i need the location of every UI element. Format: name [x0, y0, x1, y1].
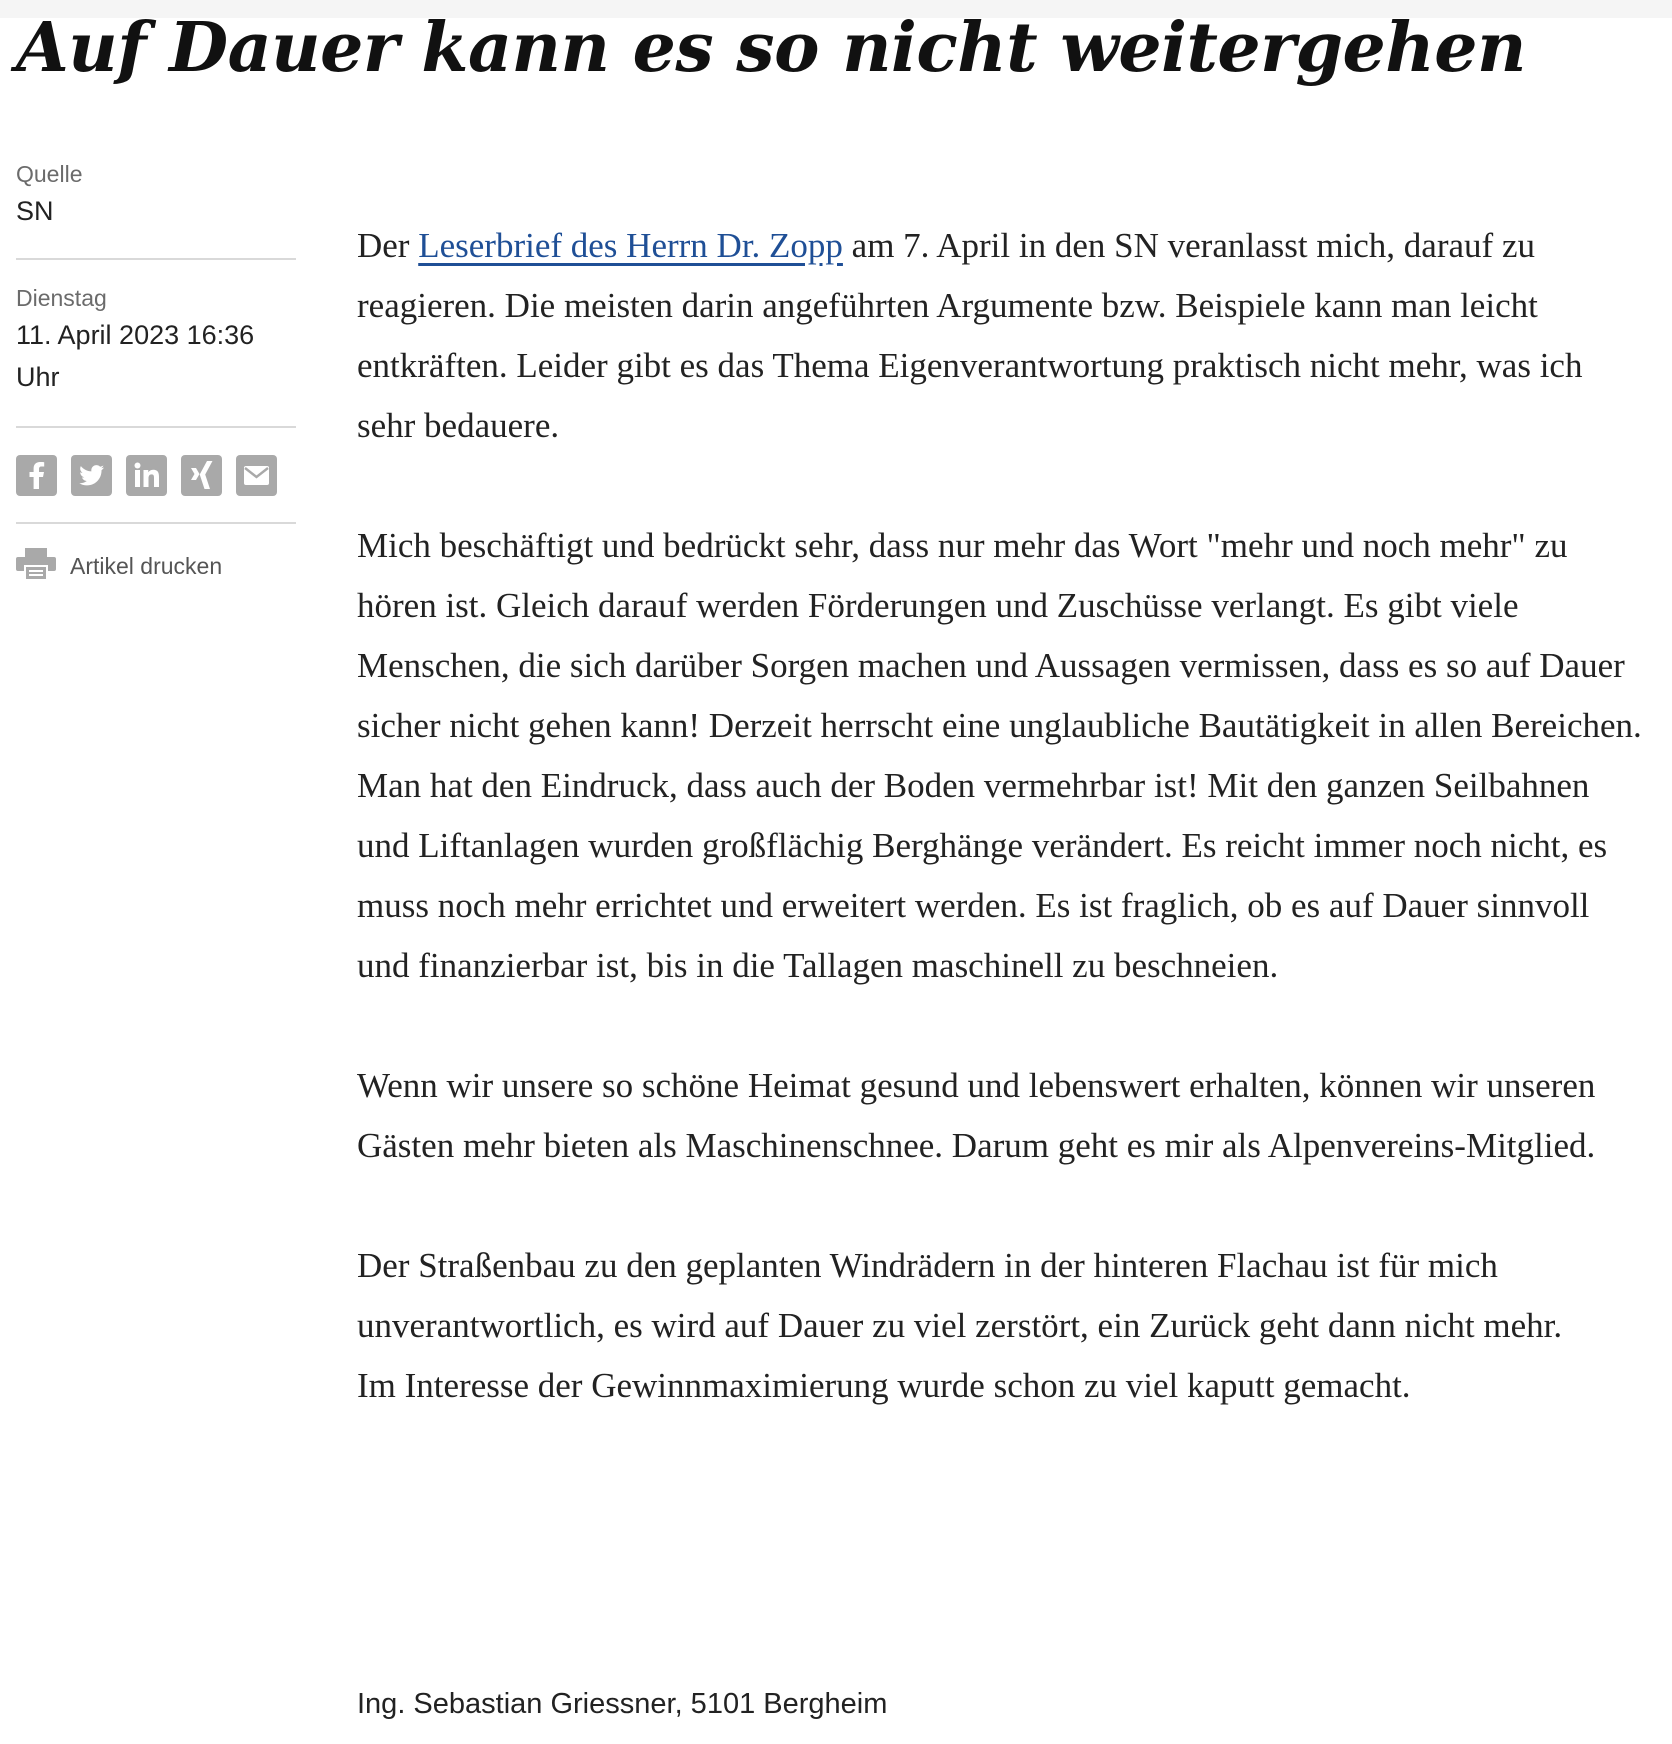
- linkedin-icon[interactable]: [126, 455, 167, 496]
- article-paragraph: Der Straßenbau zu den geplanten Windrädern in der hinteren Flachau ist für mich unverantwortlich, es wird auf Dauer zu viel zerstört, ein Zurück geht dann nicht mehr.: [357, 1246, 1563, 1345]
- date-block: [16, 260, 296, 426]
- facebook-icon[interactable]: [16, 455, 57, 496]
- reader-letter-link[interactable]: Leserbrief des Herrn Dr. Zopp: [418, 226, 843, 265]
- print-article-label: Artikel drucken: [70, 552, 223, 579]
- twitter-icon[interactable]: [71, 455, 112, 496]
- email-icon[interactable]: [236, 455, 277, 496]
- printer-icon: [16, 548, 56, 585]
- article-paragraph: Wenn wir unsere so schöne Heimat gesund und lebenswert erhalten, können wir unseren Gästen mehr bieten als Maschinenschnee. Darum geht es mir als Alpenvereins-Mitglied.: [357, 1066, 1596, 1165]
- article-meta-sidebar: [16, 158, 296, 608]
- source-value: SN: [16, 196, 54, 226]
- date-label: Dienstag: [16, 285, 107, 311]
- article-title: Auf Dauer kann es so nicht weitergehen: [16, 8, 1526, 88]
- share-buttons: [16, 428, 296, 522]
- source-label: Quelle: [16, 161, 83, 187]
- article-paragraph: Im Interesse der Gewinnmaximierung wurde schon zu viel kaputt gemacht.: [357, 1366, 1411, 1405]
- paragraph-text: Der: [357, 226, 419, 265]
- article-body: [357, 216, 1647, 1476]
- source-block: [16, 158, 296, 258]
- print-article-button[interactable]: [16, 524, 296, 608]
- date-value: 11. April 2023 16:36 Uhr: [16, 320, 255, 392]
- paragraph-text: am 7. April in den SN veranlasst mich, darauf zu reagieren. Die meisten darin angeführten Argumente bzw. Beispiele kann man leicht entkräften. Leider gibt es das Thema Eigenverantwortung praktisch nicht mehr, was ich sehr bedauere.: [357, 226, 1583, 445]
- xing-icon[interactable]: [181, 455, 222, 496]
- article-paragraph: [357, 216, 1647, 456]
- article-author: Ing. Sebastian Griessner, 5101 Bergheim: [357, 1688, 888, 1720]
- article-paragraph: Mich beschäftigt und bedrückt sehr, dass nur mehr das Wort "mehr und noch mehr" zu hören ist. Gleich darauf werden Förderungen und Zuschüsse verlangt. Es gibt viele Menschen, die sich darüber Sorgen machen und Aussagen vermissen, dass es so auf Dauer sicher nicht gehen kann! Derzeit herrscht eine unglaubliche Bautätigkeit in allen Bereichen. Man hat den Eindruck, dass auch der Boden vermehrbar ist! Mit den ganzen Seilbahnen und Liftanlagen wurden großflächig Berghänge verändert. Es reicht immer noch nicht, es muss noch mehr errichtet und erweitert werden. Es ist fraglich, ob es auf Dauer sinnvoll und finanzierbar ist, bis in die Tallagen maschinell zu beschneien.: [357, 526, 1642, 985]
